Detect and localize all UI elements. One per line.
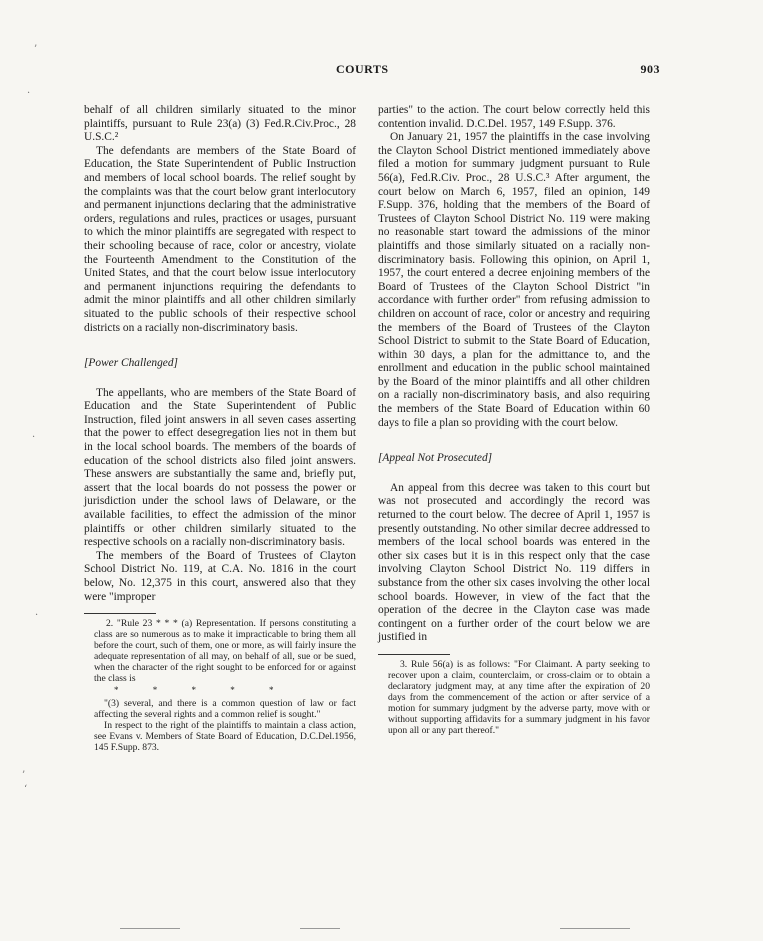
section-heading: [Power Challenged] — [84, 357, 178, 370]
footnote-ellipsis: * * * * * — [114, 685, 290, 696]
footnote-divider — [378, 654, 450, 655]
footnote — [84, 618, 356, 684]
scan-speck: ’ — [22, 770, 26, 781]
scan-speck: ‘ — [24, 784, 28, 795]
paragraph: On January 21, 1957 the plaintiffs in the case involving the Clayton School District mentioned immediately above filed a motion for summary judgment pursuant to Rule 56(a), Fed.R.Civ. Proc., 28 U.S.C.³ After argument, the court below on March 6, 1957, filed an opinion, 149 F.Supp. 376, holding that the members of the Board of Trustees of Clayton School District No. 119 were making no reasonable start toward the admissions of the minor plaintiffs and those similarly situated on a racially non-discriminatory basis. Following this opinion, on April 1, 1957, the court entered a decree enjoining members of the Board of Trustees of the Clayton School District "in accordance with further order" from refusing admission to children on account of race, color or ancestry and requiring the members of the Board of Trustees of the Clayton School District to submit to the State Board of Education, within 30 days, a plan for the admittance to, and the enrollment and education in the public school maintained by the Board of the minor plaintiffs and all other children on a racially non-discriminatory basis, and also requiring the members of the State Board of Education within 60 days to file a plan so providing with the court below. — [378, 131, 650, 429]
paragraph: The defendants are members of the State Board of Education, the State Superintendent of Public Instruction and members of local school boards. The relief sought by the complaints was that the court below grant interlocutory and permanent injunctions declaring that the administrative orders, regulations and rules, practices or usages, pursuant to which the minor plaintiffs are segregated with respect to their schooling because of race, color or ancestry, violate the Fourteenth Amendment to the Constitution of the United States, and that the court below issue interlocutory and permanent injunctions requiring the defendants to admit the minor plaintiffs and all other children similarly situated to the public schools of their respective school districts on a racially non-discriminatory basis. — [84, 144, 356, 334]
footnote: 3. Rule 56(a) is as follows: "For Claimant. A party seeking to recover upon a claim, counterclaim, or cross-claim or to obtain a declaratory judgment may, at any time after the expiration of 20 days from the commencement of the action or after service of a motion for summary judgment by the adverse party, move with or without supporting affidavits for a summary judgment in his favor upon all or any part thereof." — [388, 658, 650, 736]
paragraph: behalf of all children similarly situated to the minor plaintiffs, pursuant to Rule 23(a) (3) Fed.R.Civ.Proc., 28 U.S.C.² — [84, 104, 356, 144]
footnote: "(3) several, and there is a common question of law or fact affecting the several rights and a common relief is sought." — [94, 697, 356, 720]
left-column — [84, 104, 356, 753]
section-heading: [Appeal Not Prosecuted] — [378, 452, 493, 465]
bottom-rule — [300, 928, 340, 929]
paragraph: An appeal from this decree was taken to this court but was not prosecuted and accordingly the record was returned to the court below. The decree of April 1, 1957 is presently outstanding. No other similar decree addressed to members of the local school boards was entered in the other six cases but it is in this respect only that the case involving Clayton School District No. 119 differs in substance from the other six cases involving the other local school boards. However, in view of the fact that the operation of the decree in the Clayton case was made contingent on a further order of the court below we are justified in — [378, 481, 650, 644]
paragraph: The members of the Board of Trustees of Clayton School District No. 119, at C.A. No. 1816 in the court below, No. 12,375 in this court, answered also that they were "improper — [84, 549, 356, 603]
bottom-rule — [120, 928, 180, 929]
scan-speck: · — [32, 432, 36, 443]
scan-speck: · — [27, 88, 31, 99]
page-number: 903 — [640, 62, 660, 76]
footnote-text: 2. "Rule 23 * * * (a) Representation. If persons constituting a class are so numerous as to make it impracticable to bring them all before the court, such of them, one or more, as will fairly insure the adequate representation of all may, on behalf of all, sue or be sued, when the character of the right sought to be enforced for or against the class is — [94, 618, 356, 685]
paragraph: parties" to the action. The court below correctly held this contention invalid. D.C.Del. 1957, 149 F.Supp. 376. — [378, 104, 650, 130]
bottom-rule — [560, 928, 630, 929]
footnote: In respect to the right of the plaintiffs to maintain a class action, see Evans v. Members of State Board of Education, D.C.Del.1956, 145 F.Supp. 873. — [94, 719, 356, 753]
right-column — [378, 104, 650, 736]
footnote-divider — [84, 613, 156, 614]
running-title: COURTS — [336, 62, 389, 76]
scan-speck: ’ — [34, 44, 38, 55]
paragraph: The appellants, who are members of the State Board of Education and the State Superintendent of Public Instruction, filed joint answers in all seven cases asserting that the power to effect desegregation lies not in them but in the local school boards. The members of the boards of education of the school districts also filed joint answers. These answers are substantially the same and, briefly put, assert that the local boards do not possess the power or jurisdiction under the school laws of Delaware, or the available facilities, to effect the admission of the minor plaintiffs or other children similarly situated to the respective schools on a racially non-discriminatory basis. — [84, 386, 356, 549]
scan-speck: · — [35, 610, 39, 621]
